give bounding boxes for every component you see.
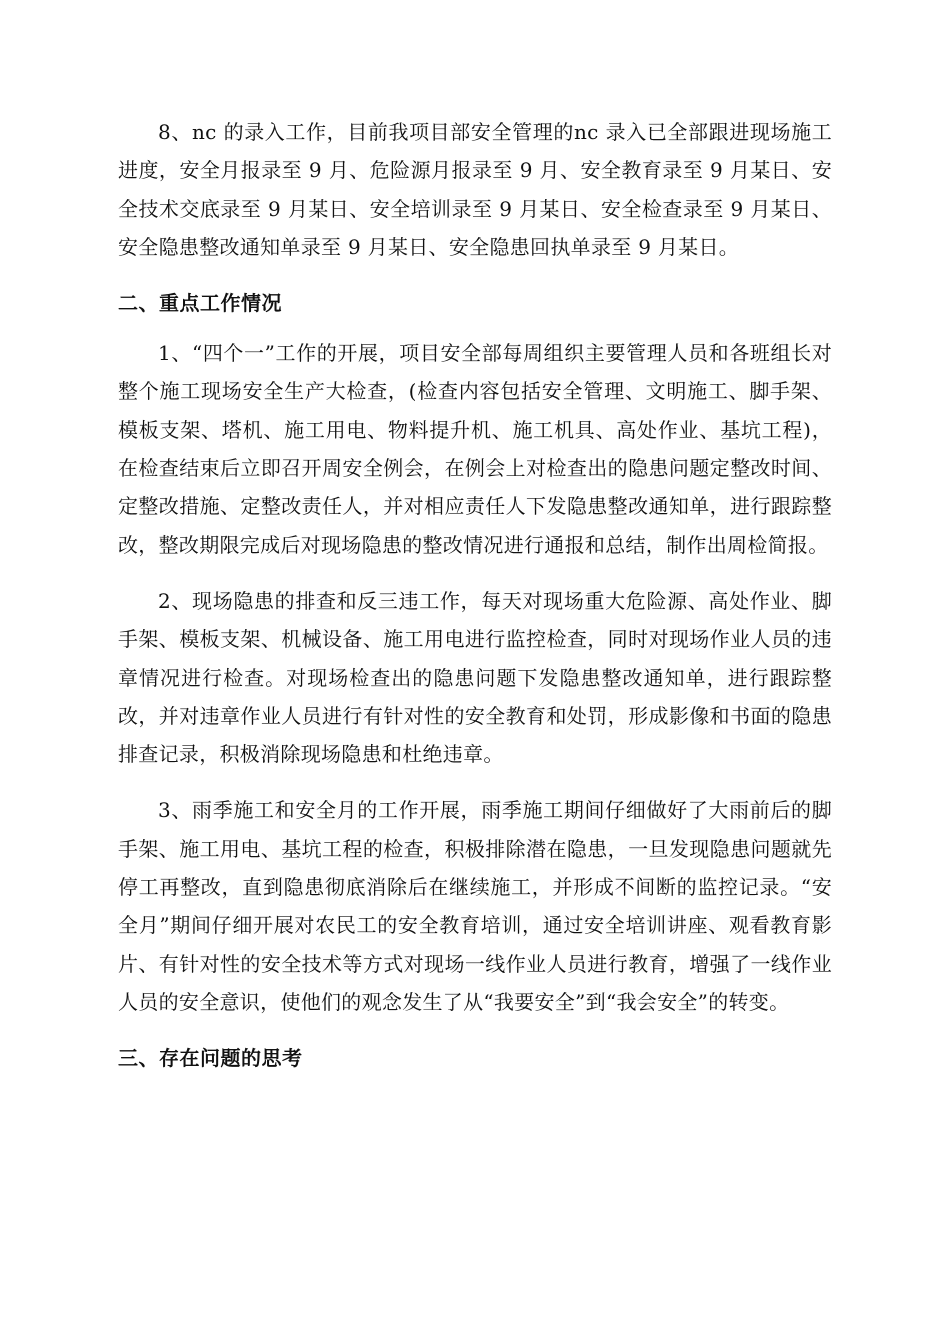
section-heading-key-work: 二、重点工作情况 — [118, 291, 282, 316]
section-heading-problems: 三、存在问题的思考 — [118, 1046, 303, 1071]
paragraph-item-2: 2、现场隐患的排查和反三违工作，每天对现场重大危险源、高处作业、脚手架、模板支架、机械设备、施工用电进行监控检查，同时对现场作业人员的违章情况进行检查。对现场检查出的隐患问题下发隐患整改通知单，进行跟踪整改，并对违章作业人员进行有针对性的安全教育和处罚，形成影像和书面的隐患排查记录，积极消除现场隐患和杜绝违章。 — [118, 588, 832, 767]
paragraph-item-3: 3、雨季施工和安全月的工作开展，雨季施工期间仔细做好了大雨前后的脚手架、施工用电、基坑工程的检查，积极排除潜在隐患，一旦发现隐患问题就先停工再整改，直到隐患彻底消除后在继续施工，并形成不间断的监控记录。“安全月”期间仔细开展对农民工的安全教育培训，通过安全培训讲座、观看教育影片、有针对性的安全技术等方式对现场一线作业人员进行教育，增强了一线作业人员的安全意识，使他们的观念发生了从“我要安全”到“我会安全”的转变。 — [118, 798, 832, 1014]
paragraph-item-1: 1、“四个一”工作的开展，项目安全部每周组织主要管理人员和各班组长对整个施工现场安全生产大检查，(检查内容包括安全管理、文明施工、脚手架、模板支架、塔机、施工用电、物料提升机、施工机具、高处作业、基坑工程)，在检查结束后立即召开周安全例会，在例会上对检查出的隐患问题定整改时间、定整改措施、定整改责任人，并对相应责任人下发隐患整改通知单，进行跟踪整改，整改期限完成后对现场隐患的整改情况进行通报和总结，制作出周检简报。 — [118, 341, 832, 557]
document-body — [118, 113, 832, 1077]
paragraph-item-8: 8、nc 的录入工作，目前我项目部安全管理的nc 录入已全部跟进现场施工进度，安全月报录至 9 月、危险源月报录至 9 月、安全教育录至 9 月某日、安全技术交底录至 9 月某日、安全培训录至 9 月某日、安全检查录至 9 月某日、安全隐患整改通知单录至 9 月某日、安全隐患回执单录至 9 月某日。 — [118, 120, 832, 259]
